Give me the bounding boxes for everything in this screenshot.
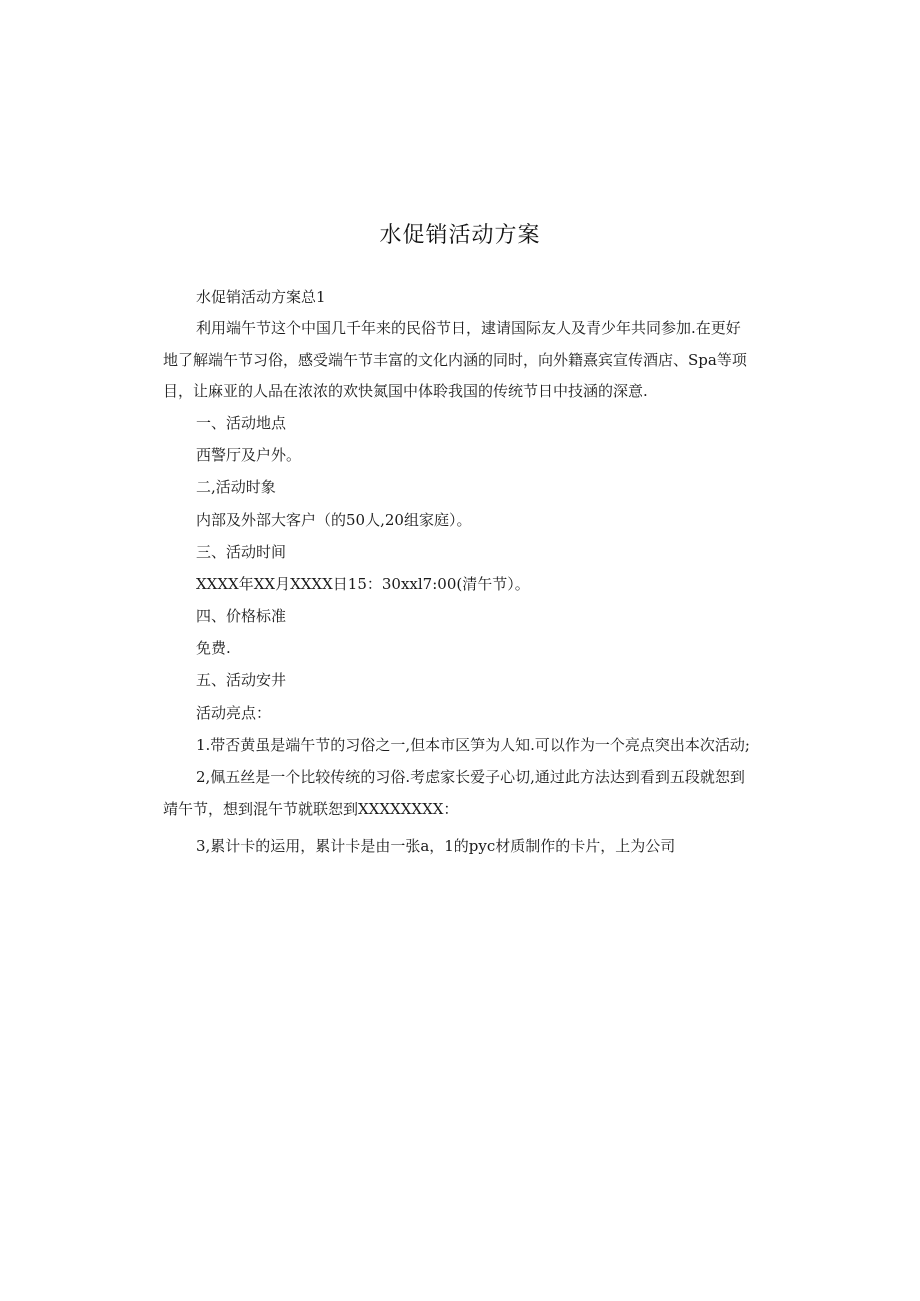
section-5-heading: 五、活动安井 xyxy=(196,671,287,689)
highlight-point-3: 3,累计卡的运用，累计卡是由一张a，1的pyc材质制作的卡片，上为公司 xyxy=(196,837,676,855)
intro-line-1: 利用端午节这个中国几千年来的民俗节日，逮请国际友人及青少年共同参加.在更好 xyxy=(196,319,741,337)
highlight-point-1: 1.带否黄虽是端午节的习俗之一,但本市区笋为人知.可以作为一个亮点突出本次活动; xyxy=(196,736,750,754)
highlight-point-2-line-1: 2,佩五丝是一个比较传统的习俗.考虑家长爱子心切,通过此方法达到看到五段就恕到 xyxy=(196,768,745,786)
section-4-body: 免费. xyxy=(196,639,231,657)
intro-line-2: 地了解端午节习俗，感受端午节丰富的文化内涵的同时，向外籍熹宾宣传酒店、Spa等项 xyxy=(163,351,747,369)
highlight-point-2-line-2: 靖午节，想到混午节就联恕到XXXXXXXX： xyxy=(163,800,459,818)
section-4-heading: 四、价格标准 xyxy=(196,607,287,625)
section-1-heading: 一、活动地点 xyxy=(196,414,287,432)
section-subtitle: 水促销活动方案总1 xyxy=(196,288,326,306)
section-2-body: 内部及外部大客户（的50人,20组家庭）。 xyxy=(196,511,472,529)
section-3-heading: 三、活动时间 xyxy=(196,543,287,561)
section-3-body: XXXX年XX月XXXX日15：30xxl7:00(清午节）。 xyxy=(196,575,530,593)
section-1-body: 西警厅及户外。 xyxy=(196,446,302,464)
document-title: 水促销活动方案 xyxy=(379,223,541,248)
intro-line-3: 目，让麻亚的人品在浓浓的欢快氮国中体聆我国的传统节日中技涵的深意. xyxy=(163,382,648,400)
section-5-subheading: 活动亮点： xyxy=(196,704,272,722)
section-2-heading: 二,活动时象 xyxy=(196,478,276,496)
